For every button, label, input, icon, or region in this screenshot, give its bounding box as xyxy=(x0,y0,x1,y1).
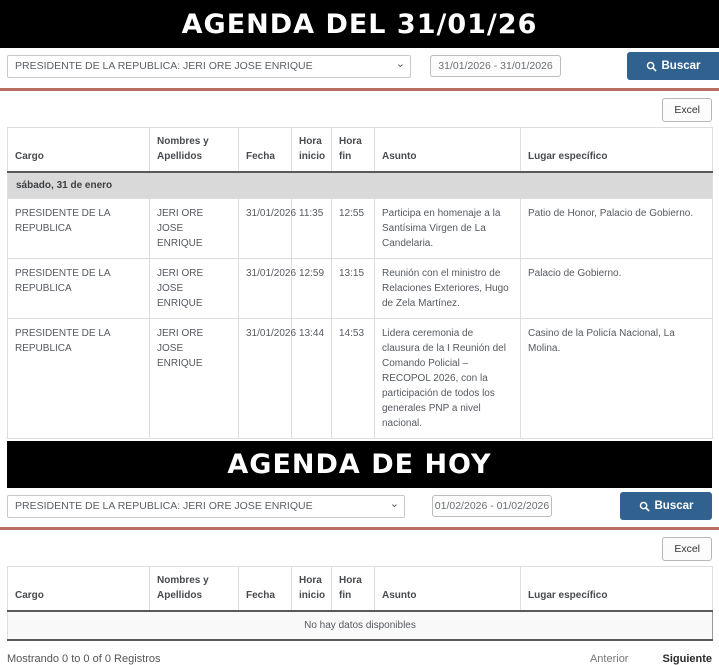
header-fecha: Fecha xyxy=(239,567,292,612)
cell-fecha: 31/01/2026 xyxy=(239,319,292,439)
agenda-hoy-person-select-wrap xyxy=(7,495,405,518)
header-asunto: Asunto xyxy=(375,128,521,173)
agenda-hoy-excel-button[interactable]: Excel xyxy=(662,537,712,561)
agenda-hoy-table-footer xyxy=(0,653,719,665)
cell-hora-fin: 12:55 xyxy=(332,199,375,259)
agenda-del-excel-row xyxy=(0,98,719,122)
search-icon xyxy=(639,501,650,512)
cell-lugar: Palacio de Gobierno. xyxy=(521,259,713,319)
cell-lugar: Casino de la Policía Nacional, La Molina. xyxy=(521,319,713,439)
records-count-text: Mostrando 0 to 0 of 0 Registros xyxy=(7,653,161,665)
header-hora-fin: Hora fin xyxy=(332,128,375,173)
cell-nombres: JERI ORE JOSE ENRIQUE xyxy=(150,199,239,259)
agenda-hoy-banner-title: AGENDA DE HOY xyxy=(227,449,492,480)
cell-hora-inicio: 13:44 xyxy=(292,319,332,439)
cell-hora-fin: 14:53 xyxy=(332,319,375,439)
header-cargo: Cargo xyxy=(8,567,150,612)
table-group-row xyxy=(8,172,713,199)
agenda-del-person-select-wrap xyxy=(7,55,411,78)
agenda-hoy-filter-row xyxy=(0,492,719,520)
agenda-hoy-person-select[interactable] xyxy=(7,495,405,518)
cell-asunto: Lidera ceremonia de clausura de la I Reunión del Comando Policial – RECOPOL 2026, con la participación de todos los generales PNP a nivel nacional. xyxy=(375,319,521,439)
chevron-down-icon: ⌄ xyxy=(395,57,405,70)
agenda-del-excel-button[interactable]: Excel xyxy=(662,98,712,122)
pagination xyxy=(590,653,712,665)
header-nombres: Nombres y Apellidos xyxy=(150,128,239,173)
pagination-next-button[interactable]: Siguiente xyxy=(662,653,712,665)
agenda-hoy-date-range-value: 01/02/2026 - 01/02/2026 xyxy=(434,500,550,512)
cell-fecha: 31/01/2026 xyxy=(239,199,292,259)
header-asunto: Asunto xyxy=(375,567,521,612)
agenda-del-buscar-button[interactable] xyxy=(627,52,719,80)
table-row xyxy=(8,199,713,259)
agenda-del-person-select[interactable] xyxy=(7,55,411,78)
agenda-del-filter-row xyxy=(0,52,719,80)
cell-fecha: 31/01/2026 xyxy=(239,259,292,319)
cell-asunto: Participa en homenaje a la Santísima Virgen de La Candelaria. xyxy=(375,199,521,259)
chevron-down-icon: ⌄ xyxy=(389,497,399,510)
header-lugar: Lugar específico xyxy=(521,128,713,173)
agenda-del-table-header-row xyxy=(8,128,713,173)
table-row xyxy=(8,259,713,319)
header-hora-fin: Hora fin xyxy=(332,567,375,612)
header-fecha: Fecha xyxy=(239,128,292,173)
header-hora-inicio: Hora inicio xyxy=(292,567,332,612)
agenda-hoy-date-range-input[interactable] xyxy=(432,495,552,517)
agenda-del-date-range-value: 31/01/2026 - 31/01/2026 xyxy=(438,60,553,72)
agenda-del-table xyxy=(7,127,713,439)
agenda-del-banner xyxy=(0,0,719,48)
header-lugar: Lugar específico xyxy=(521,567,713,612)
search-icon xyxy=(646,61,657,72)
header-hora-inicio: Hora inicio xyxy=(292,128,332,173)
agenda-del-date-range-input[interactable] xyxy=(430,55,561,77)
agenda-del-buscar-label: Buscar xyxy=(661,60,701,72)
cell-cargo: PRESIDENTE DE LA REPUBLICA xyxy=(8,259,150,319)
red-divider-top xyxy=(0,88,719,91)
cell-hora-inicio: 12:59 xyxy=(292,259,332,319)
cell-cargo: PRESIDENTE DE LA REPUBLICA xyxy=(8,319,150,439)
cell-cargo: PRESIDENTE DE LA REPUBLICA xyxy=(8,199,150,259)
cell-hora-fin: 13:15 xyxy=(332,259,375,319)
group-row-label: sábado, 31 de enero xyxy=(8,172,713,199)
pagination-previous-button[interactable]: Anterior xyxy=(589,653,629,665)
empty-row-message: No hay datos disponibles xyxy=(8,611,713,640)
agenda-hoy-buscar-label: Buscar xyxy=(654,500,694,512)
table-empty-row xyxy=(8,611,713,640)
cell-lugar: Patio de Honor, Palacio de Gobierno. xyxy=(521,199,713,259)
cell-nombres: JERI ORE JOSE ENRIQUE xyxy=(150,259,239,319)
agenda-hoy-excel-row xyxy=(0,537,719,561)
cell-asunto: Reunión con el ministro de Relaciones Exteriores, Hugo de Zela Martínez. xyxy=(375,259,521,319)
agenda-hoy-table xyxy=(7,566,713,641)
agenda-hoy-table-header-row xyxy=(8,567,713,612)
agenda-hoy-buscar-button[interactable] xyxy=(620,492,712,520)
table-row xyxy=(8,319,713,439)
cell-nombres: JERI ORE JOSE ENRIQUE xyxy=(150,319,239,439)
header-nombres: Nombres y Apellidos xyxy=(150,567,239,612)
red-divider-bottom xyxy=(0,527,719,530)
header-cargo: Cargo xyxy=(8,128,150,173)
cell-hora-inicio: 11:35 xyxy=(292,199,332,259)
agenda-hoy-banner xyxy=(7,441,712,488)
agenda-del-banner-title: AGENDA DEL 31/01/26 xyxy=(181,8,538,40)
